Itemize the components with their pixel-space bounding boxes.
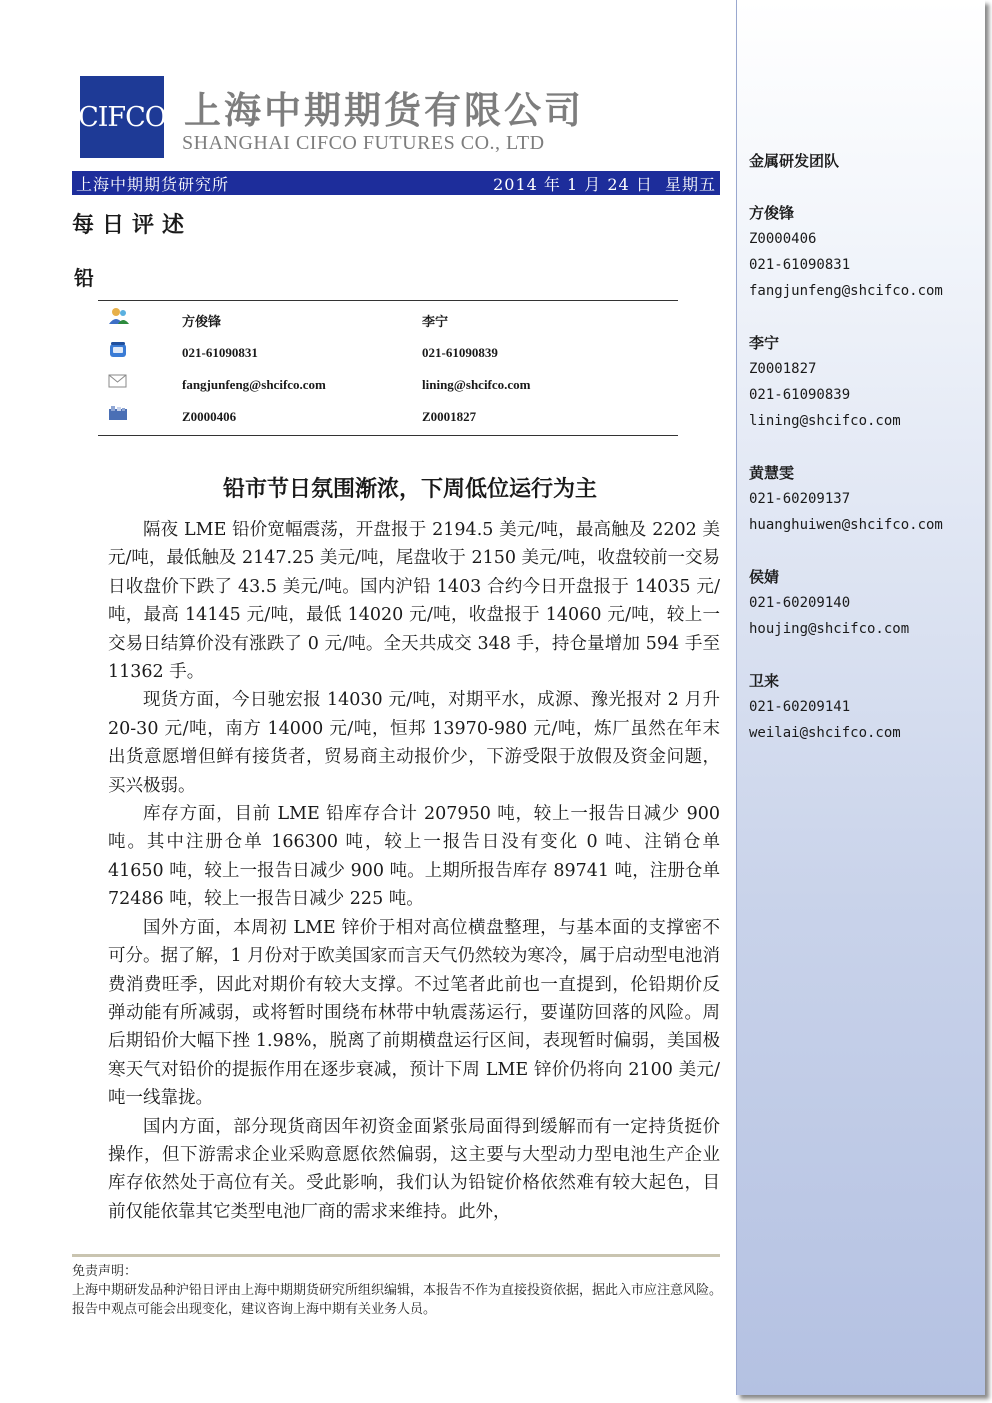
- contact-phone-b: 021-61090839: [422, 345, 498, 360]
- member-license: Z0001827: [749, 361, 817, 377]
- team-member: [749, 330, 901, 434]
- header-bar: [72, 171, 720, 195]
- metal-label: 铅: [74, 266, 94, 290]
- paragraph-inventory: 库存方面，目前 LME 铅库存合计 207950 吨，较上一报告日减少 900 吨。其中注册仓单 166300 吨，较上一报告日没有变化 0 吨、注销仓单 41650 吨，较上一报告日减少 900 吨。上期所报告库存 89741 吨，注册仓单 72486 吨，较上一报告日减少 225 吨。: [108, 804, 720, 910]
- id-card-icon: [108, 405, 128, 421]
- member-name: 李宁: [749, 334, 780, 352]
- paragraph-spot: 现货方面，今日驰宏报 14030 元/吨，对期平水，成源、豫光报对 2 月升 20-30 元/吨，南方 14000 元/吨，恒邦 13970-980 元/吨，炼厂虽然在年末出货意愿增但鲜有接货者，贸易商主动报价少，下游受限于放假及资金问题，买兴极弱。: [108, 690, 720, 796]
- paragraph-domestic: 国内方面，部分现货商因年初资金面紧张局面得到缓解而有一定持货挺价操作，但下游需求企业采购意愿依然偏弱，这主要与大型动力型电池生产企业库存依然处于高位有关。受此影响，我们认为铅锭价格依然难有较大起色，目前仅能依靠其它类型电池厂商的需求来维持。此外，: [108, 1116, 720, 1222]
- company-logo: [80, 76, 164, 158]
- contact-name-a: 方俊锋: [182, 314, 222, 329]
- member-name: 侯婧: [749, 568, 780, 586]
- contact-email-b: lining@shcifco.com: [422, 377, 531, 392]
- team-title: 金属研发团队: [749, 152, 840, 170]
- contact-table: [98, 300, 678, 436]
- member-license: Z0000406: [749, 231, 817, 247]
- contact-row-names: [98, 305, 678, 335]
- member-name: 方俊锋: [749, 204, 795, 222]
- phone-icon: [108, 341, 128, 357]
- member-email: houjing@shcifco.com: [749, 621, 910, 637]
- team-member: [749, 668, 901, 746]
- disclaimer-title: 免责声明：: [72, 1264, 138, 1279]
- member-phone: 021-60209141: [749, 699, 851, 715]
- contact-name-b: 李宁: [422, 314, 449, 329]
- article-body: [108, 516, 720, 1226]
- contact-license-a: Z0000406: [182, 409, 237, 424]
- contact-phone-a: 021-61090831: [182, 345, 258, 360]
- company-name-cn: 上海中期期货有限公司: [184, 89, 584, 132]
- institute-name: 上海中期期货研究所: [76, 174, 230, 194]
- person-icon: [108, 307, 128, 323]
- paragraph-overseas-price: 隔夜 LME 铅价宽幅震荡，开盘报于 2194.5 美元/吨，最高触及 2202 美元/吨，最低触及 2147.25 美元/吨，尾盘收于 2150 美元/吨，收盘较前一交易日收盘价下跌了 43.5 美元/吨。国内沪铅 1403 合约今日开盘报于 14035 元/吨，最高 14145 元/吨，最低 14020 元/吨，收盘报于 14060 元/吨，较上一交易日结算价没有涨跌了 0 元/吨。全天共成交 348 手，持仓量增加 594 手至 11362 手。: [108, 520, 720, 683]
- member-email: fangjunfeng@shcifco.com: [749, 283, 943, 299]
- member-phone: 021-60209140: [749, 595, 851, 611]
- contact-row-license: [98, 403, 678, 433]
- member-phone: 021-61090839: [749, 387, 851, 403]
- contact-license-b: Z0001827: [422, 409, 477, 424]
- member-phone: 021-61090831: [749, 257, 851, 273]
- section-title: 每日评述: [72, 212, 193, 238]
- member-name: 黄慧雯: [749, 464, 795, 482]
- member-name: 卫来: [749, 672, 780, 690]
- contact-row-email: [98, 371, 678, 401]
- paragraph-foreign: 国外方面，本周初 LME 锌价于相对高位横盘整理，与基本面的支撑密不可分。据了解，1 月份对于欧美国家而言天气仍然较为寒冷，属于启动型电池消费消费旺季，因此对期价有较大支撑。不过笔者此前也一直提到，伦铅期价反弹动能有所减弱，或将暂时围绕布林带中轨震荡运行，要谨防回落的风险。周后期铅价大幅下挫 1.98%，脱离了前期横盘运行区间，表现暂时偏弱，美国极寒天气对铅价的提振作用在逐步衰减，预计下周 LME 锌价仍将向 2100 美元/吨一线靠拢。: [108, 917, 720, 1109]
- contact-row-phone: [98, 339, 678, 369]
- team-member: [749, 460, 943, 538]
- logo-text: CIFCO: [78, 101, 166, 133]
- member-email: lining@shcifco.com: [749, 413, 901, 429]
- member-email: huanghuiwen@shcifco.com: [749, 517, 943, 533]
- disclaimer-text: 上海中期研发品种沪铅日评由上海中期期货研究所组织编辑，本报告不作为直接投资依据，据此入市应注意风险。报告中观点可能会出现变化，建议咨询上海中期有关业务人员。: [72, 1283, 723, 1317]
- mail-icon: [108, 373, 128, 389]
- report-date: 2014 年 1 月 24 日 星期五: [493, 174, 716, 194]
- team-sidebar: [736, 0, 985, 1395]
- disclaimer: [72, 1262, 722, 1319]
- team-member: [749, 564, 909, 642]
- disclaimer-divider: [72, 1254, 720, 1257]
- member-phone: 021-60209137: [749, 491, 851, 507]
- team-member: [749, 200, 943, 304]
- contact-email-a: fangjunfeng@shcifco.com: [182, 377, 326, 392]
- article-headline: 铅市节日氛围渐浓，下周低位运行为主: [222, 477, 597, 502]
- company-name-en: SHANGHAI CIFCO FUTURES CO., LTD: [182, 132, 545, 154]
- member-email: weilai@shcifco.com: [749, 725, 901, 741]
